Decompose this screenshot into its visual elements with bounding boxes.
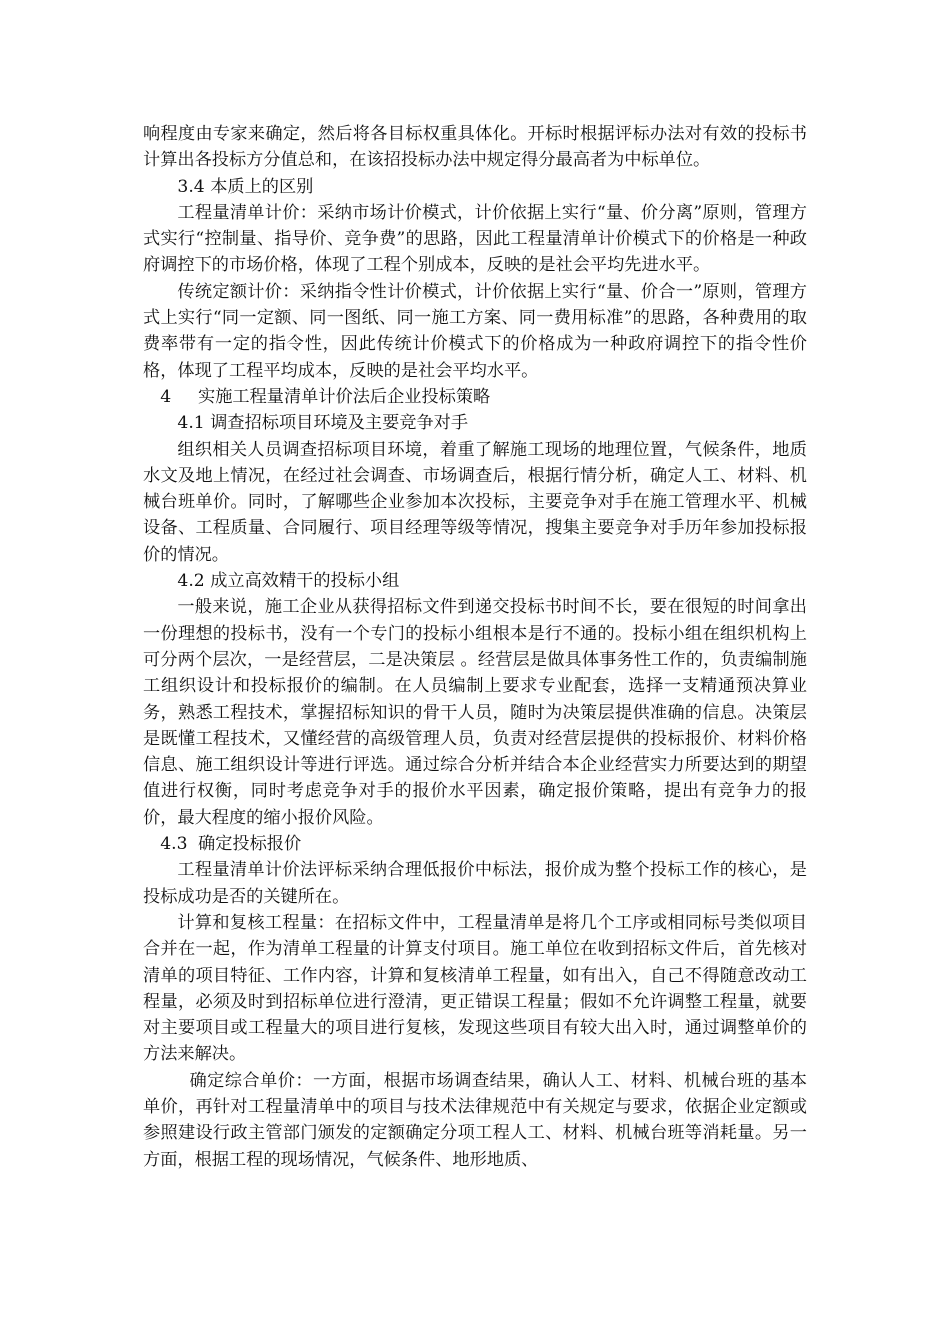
heading-4-2: 4.2 成立高效精干的投标小组 <box>177 571 400 592</box>
heading-4 <box>143 384 807 410</box>
paragraph-investigation: 组织相关人员调查招标项目环境，着重了解施工现场的地理位置，气候条件，地质水文及地上情况，在经过社会调查、市场调查后，根据行情分析，确定人工、材料、机械台班单价。同时，了解哪些企业参加本次投标，主要竞争对手在施工管理水平、机械设备、工程质量、合同履行、项目经理等级等情况，搜集主要竞争对手历年参加投标报价的情况。 <box>143 439 807 565</box>
paragraph-quota-pricing: 传统定额计价：采纳指令性计价模式，计价依据上实行“量、价合一”原则，管理方式上实行“同一定额、同一图纸、同一施工方案、同一费用标准”的思路，各种费用的取费率带有一定的指令性，因此传统计价模式下的价格成为一种政府调控下的指令性价格，体现了工程平均成本，反映的是社会平均水平。 <box>143 281 807 381</box>
heading-4-3 <box>143 831 807 857</box>
heading-4-1: 4.1 调查招标项目环境及主要竞争对手 <box>177 413 469 434</box>
paragraph-bill-pricing: 工程量清单计价：采纳市场计价模式，计价依据上实行“量、价分离”原则，管理方式实行“控制量、指导价、竞争费”的思路，因此工程量清单计价模式下的价格是一种政府调控下的市场价格，体现了工程个别成本，反映的是社会平均先进水平。 <box>143 202 807 276</box>
heading-3-4: 3.4 本质上的区别 <box>177 176 314 197</box>
paragraph-low-bid: 工程量清单计价法评标采纳合理低报价中标法，报价成为整个投标工作的核心，是投标成功是否的关键所在。 <box>143 860 807 907</box>
heading-4-3-number: 4.3 <box>160 834 188 855</box>
paragraph-bid-team: 一般来说，施工企业从获得招标文件到递交投标书时间不长，要在很短的时间拿出一份理想的投标书，没有一个专门的投标小组根本是行不通的。投标小组在组织机构上可分两个层次，一是经营层，二是决策层 。经营层是做具体事务性工作的，负责编制施工组织设计和投标报价的编制。在人员编制上要求专业配套，选择一支精通预决算业务，熟悉工程技术，掌握招标知识的骨干人员，随时为决策层提供准确的信息。决策层是既懂工程技术，又懂经营的高级管理人员，负责对经营层提供的投标报价、材料价格信息、施工组织设计等进行评选。通过综合分析并结合本企业经营实力所要达到的期望值进行权衡，同时考虑竞争对手的报价水平因素，确定报价策略，提出有竞争力的报价，最大程度的缩小报价风险。 <box>143 597 807 828</box>
heading-4-3-text: 确定投标报价 <box>198 834 302 855</box>
heading-4-text: 实施工程量清单计价法后企业投标策略 <box>198 386 491 407</box>
paragraph-unit-price: 确定综合单价：一方面，根据市场调查结果，确认人工、材料、机械台班的基本单价，再针对工程量清单中的项目与技术法律规范中有关规定与要求，依据企业定额或参照建设行政主管部门颁发的定额确定分项工程人工、材料、机械台班等消耗量。另一方面，根据工程的现场情况，气候条件、地形地质、 <box>143 1070 807 1170</box>
document-page <box>143 121 807 1173</box>
paragraph-quantity-check: 计算和复核工程量：在招标文件中，工程量清单是将几个工序或相同标号类似项目合并在一起，作为清单工程量的计算支付项目。施工单位在收到招标文件后，首先核对清单的项目特征、工作内容，计算和复核清单工程量，如有出入，自己不得随意改动工程量，必须及时到招标单位进行澄清，更正错误工程量；假如不允许调整工程量，就要对主要项目或工程量大的项目进行复核，发现这些项目有较大出入时，通过调整单价的方法来解决。 <box>143 912 807 1065</box>
heading-4-number: 4 <box>160 386 172 407</box>
paragraph-weighting: 响程度由专家来确定，然后将各目标权重具体化。开标时根据评标办法对有效的投标书计算出各投标方分值总和，在该招投标办法中规定得分最高者为中标单位。 <box>143 124 807 171</box>
